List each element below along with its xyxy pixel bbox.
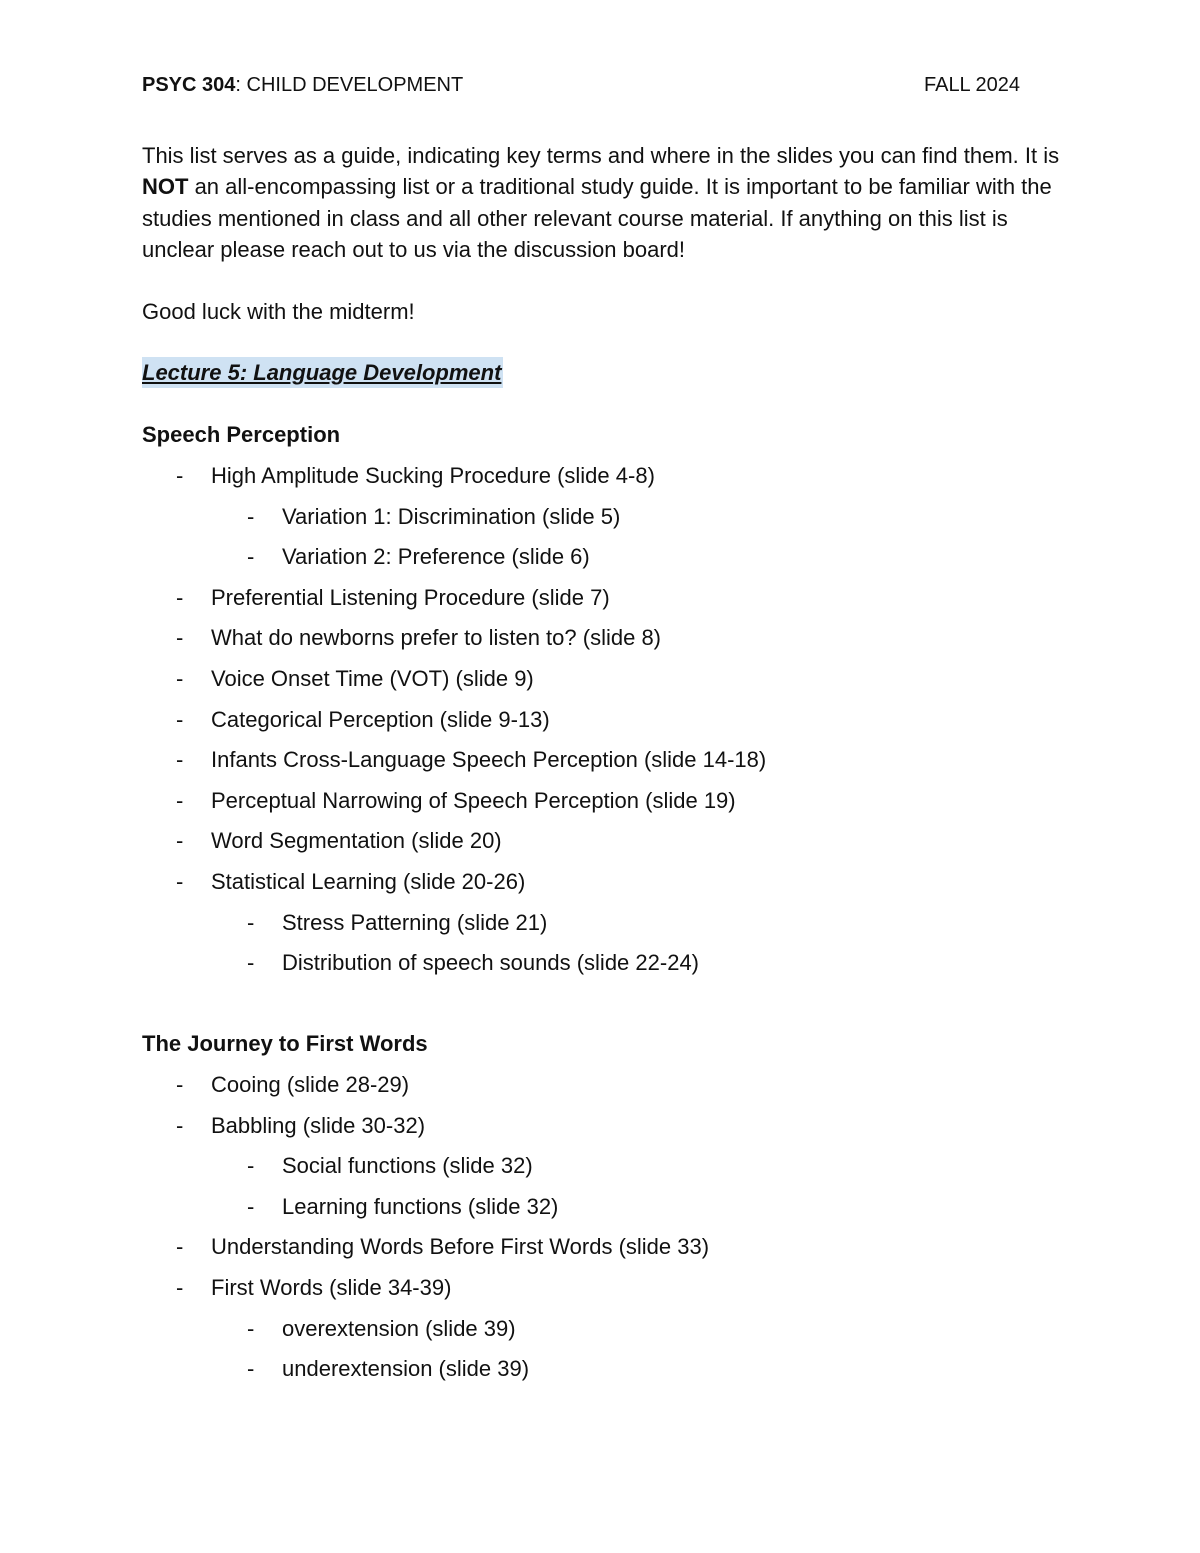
list-item	[0, 622, 1200, 663]
list-item-text: Stress Patterning (slide 21)	[282, 909, 548, 935]
list-item-text: underextension (slide 39)	[282, 1356, 530, 1382]
list-item	[0, 1313, 1200, 1354]
list-item	[0, 907, 1200, 948]
bullet-dash: -	[247, 503, 255, 529]
list-item-text: Variation 2: Preference (slide 6)	[282, 544, 590, 570]
bullet-dash: -	[176, 1234, 184, 1260]
good-luck-text: Good luck with the midterm!	[142, 299, 415, 324]
bullet-dash: -	[247, 1315, 255, 1341]
bullet-dash: -	[176, 1274, 184, 1300]
bullet-dash: -	[176, 747, 184, 773]
list-item	[0, 744, 1200, 785]
intro-paragraph	[142, 140, 1072, 265]
course-name: : CHILD DEVELOPMENT	[235, 74, 464, 96]
list-item-text: Perceptual Narrowing of Speech Perception (slide 19)	[211, 787, 736, 813]
list-item-text: Social functions (slide 32)	[282, 1153, 533, 1179]
list-item	[0, 1110, 1200, 1151]
course-title	[142, 72, 463, 98]
term-label: FALL 2024	[923, 74, 1020, 96]
list-item-text: What do newborns prefer to listen to? (slide 8)	[211, 625, 662, 651]
list-item	[0, 1150, 1200, 1191]
list-item	[0, 785, 1200, 826]
list-item-text: Categorical Perception (slide 9-13)	[211, 706, 550, 732]
list-item	[0, 866, 1200, 907]
first-words-list	[0, 1069, 1200, 1394]
list-item	[0, 460, 1200, 501]
list-item	[0, 825, 1200, 866]
list-item-text: Statistical Learning (slide 20-26)	[211, 868, 526, 894]
list-item-text: Word Segmentation (slide 20)	[211, 828, 502, 854]
list-item-text: High Amplitude Sucking Procedure (slide 4-8)	[211, 463, 655, 488]
list-item-text: Variation 1: Discrimination (slide 5)	[282, 503, 621, 529]
list-item-text: Cooing (slide 28-29)	[211, 1072, 410, 1097]
bullet-dash: -	[247, 1356, 255, 1382]
list-item-text: Babbling (slide 30-32)	[211, 1112, 426, 1138]
bullet-dash: -	[176, 828, 184, 854]
bullet-dash: -	[247, 544, 255, 570]
bullet-dash: -	[176, 787, 184, 813]
bullet-dash: -	[176, 868, 184, 894]
list-item-text: overextension (slide 39)	[282, 1315, 516, 1341]
bullet-dash: -	[176, 1112, 184, 1138]
list-item	[0, 663, 1200, 704]
list-item-text: Distribution of speech sounds (slide 22-24)	[282, 950, 700, 976]
bullet-dash: -	[176, 665, 184, 691]
list-item-text: Infants Cross-Language Speech Perception (slide 14-18)	[211, 747, 767, 773]
bullet-dash: -	[247, 909, 255, 935]
section-title-journey-to-first-words: The Journey to First Words	[142, 1031, 428, 1056]
list-item	[0, 947, 1200, 988]
bullet-dash: -	[247, 950, 255, 976]
list-item	[0, 1231, 1200, 1272]
bullet-dash: -	[247, 1153, 255, 1179]
bullet-dash: -	[176, 584, 184, 610]
bullet-dash: -	[176, 463, 184, 488]
bullet-dash: -	[176, 625, 184, 651]
intro-text-part2: an all-encompassing list or a traditional study guide. It is important to be familiar with the studies mentioned in class and all other relevant course material. If anything on this list is unclear please reach out to us via the discussion board!	[142, 174, 1052, 262]
list-item-text: First Words (slide 34-39)	[211, 1274, 452, 1300]
page-header	[142, 72, 1020, 98]
bullet-dash: -	[176, 1072, 184, 1097]
lecture-title: Lecture 5: Language Development	[142, 357, 503, 388]
section-title-speech-perception: Speech Perception	[142, 422, 341, 447]
list-item-text: Understanding Words Before First Words (slide 33)	[211, 1234, 710, 1260]
list-item	[0, 1272, 1200, 1313]
list-item	[0, 704, 1200, 745]
list-item	[0, 1069, 1200, 1110]
intro-emphasis: NOT	[142, 174, 189, 200]
list-item-text: Preferential Listening Procedure (slide 7)	[211, 584, 610, 610]
list-item-text: Learning functions (slide 32)	[282, 1193, 559, 1219]
list-item	[0, 501, 1200, 542]
speech-perception-list	[0, 460, 1200, 988]
bullet-dash: -	[176, 706, 184, 732]
list-item-text: Voice Onset Time (VOT) (slide 9)	[211, 665, 534, 691]
list-item	[0, 582, 1200, 623]
course-code: PSYC 304	[142, 74, 236, 96]
list-item	[0, 1353, 1200, 1394]
intro-text-part1: This list serves as a guide, indicating key terms and where in the slides you can find them. It is	[142, 143, 1060, 168]
bullet-dash: -	[247, 1193, 255, 1219]
list-item	[0, 1191, 1200, 1232]
list-item	[0, 541, 1200, 582]
